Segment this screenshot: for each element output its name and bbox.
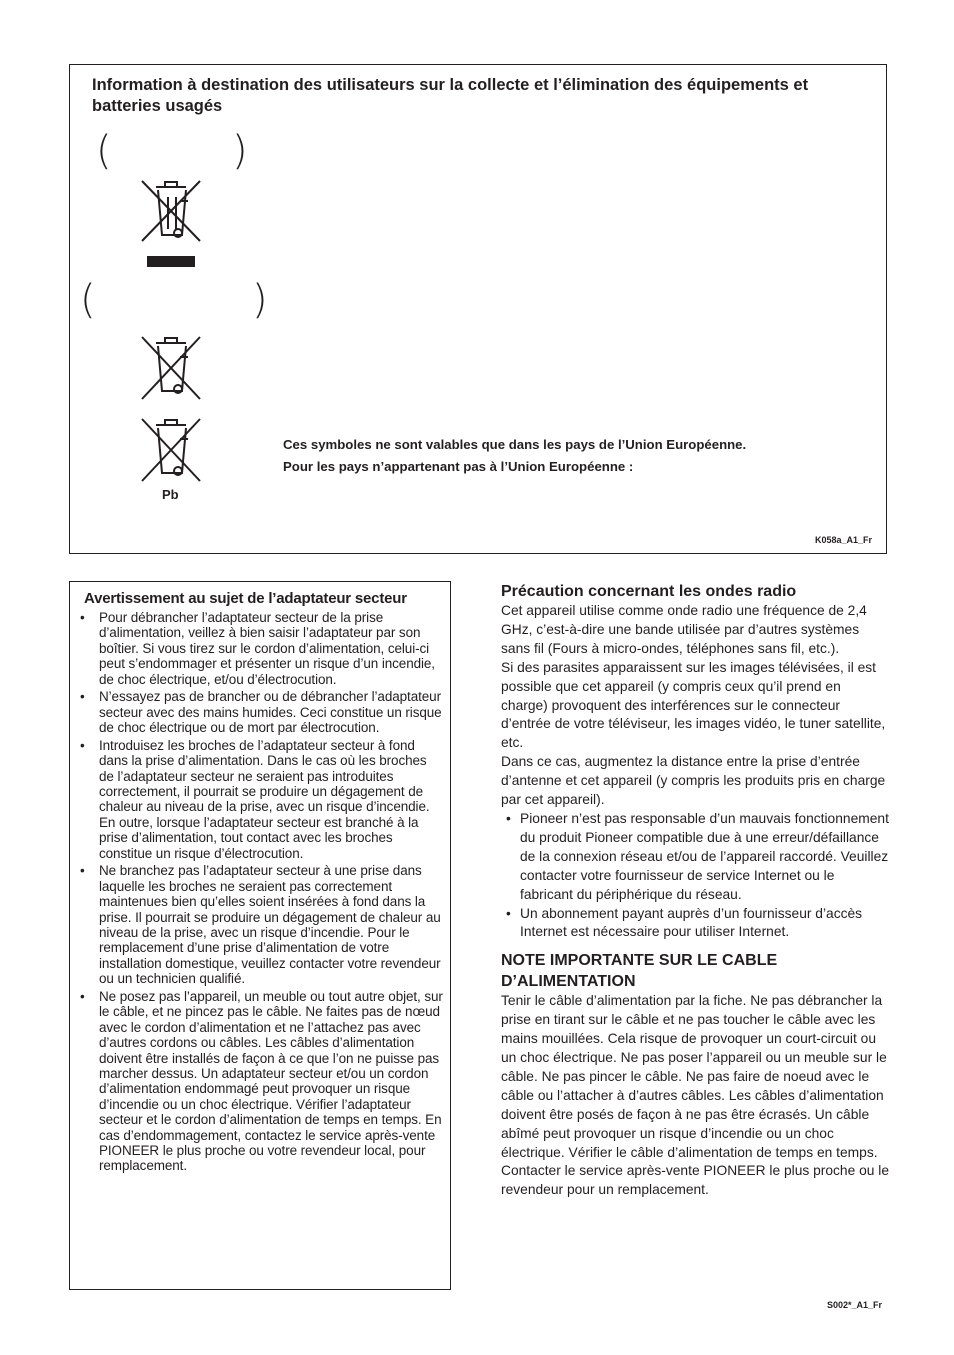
close-paren: ) xyxy=(232,128,248,174)
crossed-bin-with-bar-icon xyxy=(138,177,204,269)
radio-title: Précaution concernant les ondes radio xyxy=(501,583,797,600)
list-item: • Un abonnement payant auprès d’un fournisseur d’accès Internet est nécessaire pour utiliser Internet. xyxy=(501,905,891,943)
close-paren-2: ) xyxy=(252,277,268,323)
list-item: • Introduisez les broches de l’adaptateur secteur à fond dans la prise d’alimentation. Dans le cas où les broches de l’adaptateur secteur ne seraient pas introduites correctement, il pourrait se produire un dégagement de chaleur au niveau de la prise, avec un risque d’incendie. En outre, lorsque l’adaptateur secteur est branché à la prise d’alimentation, tout contact avec les broches constitue un risque d’électrocution. xyxy=(79,738,444,861)
power-cable-title: NOTE IMPORTANTE SUR LE CABLE D’ALIMENTATION xyxy=(501,952,778,991)
radio-paragraph-3: Dans ce cas, augmentez la distance entre la prise d’entrée d’antenne et cet appareil (y compris les produits pris en charge par cet appareil). xyxy=(501,754,886,808)
weee-title: Information à destination des utilisateurs sur la collecte et l’élimination des équipements et batteries usagés xyxy=(92,76,809,115)
list-item: • Pour débrancher l’adaptateur secteur de la prise d’alimentation, veillez à bien saisir l’adaptateur par son boîtier. Si vous tirez sur le cordon d’alimentation, celui-ci peut s’endommager et présenter un risque d’un incendie, de choc électrique, et/ou d’électrocution. xyxy=(79,610,444,687)
adapter-warning-box xyxy=(69,581,451,1290)
eu-notice-line-2: Pour les pays n’appartenant pas à l’Union Européenne : xyxy=(283,459,634,474)
crossed-bin-icon xyxy=(138,333,204,403)
eu-notice xyxy=(283,434,746,478)
radio-list xyxy=(501,810,891,942)
adapter-warning-list xyxy=(79,610,444,1176)
crossed-battery-bin-icon xyxy=(138,415,204,485)
doc-code-bottom: S002*_A1_Fr xyxy=(827,1300,883,1310)
right-column xyxy=(501,581,891,1200)
eu-notice-line-1: Ces symboles ne sont valables que dans les pays de l’Union Européenne. xyxy=(283,437,747,452)
doc-code-top: K058a_A1_Fr xyxy=(814,535,872,545)
pb-label: Pb xyxy=(162,487,179,502)
open-paren-2: ( xyxy=(80,277,96,323)
adapter-warning-title: Avertissement au sujet de l’adaptateur secteur xyxy=(84,590,407,607)
radio-paragraph-2: Si des parasites apparaissent sur les images télévisées, il est possible que cet appareil (y compris ceux qu’il prend en charge) provoquent des interférences sur le connecteur d’entrée de votre téléviseur, les images vidéo, le tuner satellite, etc. xyxy=(501,659,886,751)
list-item: • N’essayez pas de brancher ou de débrancher l’adaptateur secteur avec des mains humides. Ceci constitue un risque de choc électrique ou de mort par électrocution. xyxy=(79,689,444,735)
list-item: • Ne posez pas l’appareil, un meuble ou tout autre objet, sur le câble, et ne pincez pas le câble. Ne faites pas de nœud avec le cordon d’alimentation et ne l’attachez pas avec d’autres cordons ou câbles. Les câbles d’alimentation doivent être installés de façon à ce que l’on ne puisse pas marcher dessus. Un adaptateur secteur et/ou un cordon d’alimentation endommagé peut provoquer un risque d’incendie ou un choc électrique. Vérifier l’adaptateur secteur et le cordon d’alimentation de temps en temps. En cas d’endommagement, contactez le service après-vente PIONEER le plus proche ou votre revendeur local, pour remplacement. xyxy=(79,989,444,1174)
open-paren: ( xyxy=(96,128,112,174)
list-item: • Ne branchez pas l’adaptateur secteur à une prise dans laquelle les broches ne seraient pas correctement maintenues bien qu’elles soient insérées à fond dans la prise. Il pourrait se produire un dégagement de chaleur au niveau de la prise, avec un risque d’incendie. Pour le remplacement d’une prise d’alimentation de votre installation domestique, veuillez contacter votre revendeur ou un technicien qualifié. xyxy=(79,863,444,986)
weee-info-box xyxy=(69,64,887,554)
list-item: • Pioneer n’est pas responsable d’un mauvais fonctionnement du produit Pioneer compatible due à une erreur/défaillance de la connexion réseau et/ou de l’appareil raccordé. Veuillez contacter votre fournisseur de service Internet ou le fabricant du périphérique du réseau. xyxy=(501,810,891,905)
radio-paragraph-1: Cet appareil utilise comme onde radio une fréquence de 2,4 GHz, c’est-à-dire une bande utilisée par d’autres systèmes sans fil (Fours à micro-ondes, téléphones sans fil, etc.). xyxy=(501,603,867,656)
power-cable-text: Tenir le câble d’alimentation par la fiche. Ne pas débrancher la prise en tirant sur le câble et ne pas toucher le câble avec les mains mouillées. Cela risque de provoquer un court-circuit ou un choc électrique. Ne pas poser l’appareil ou un meuble sur le câble. Ne pas pincer le câble. Ne pas faire de noeud avec le câble ou l’attacher à d’autres câbles. Les câbles d’alimentation doivent être posés de façon à ne pas être écrasés. Un câble abîmé peut provoquer un risque d’incendie ou un choc électrique. Vérifier le câble d’alimentation de temps en temps. Contacter le service après-vente PIONEER le plus proche ou le revendeur pour un remplacement. xyxy=(501,993,890,1198)
